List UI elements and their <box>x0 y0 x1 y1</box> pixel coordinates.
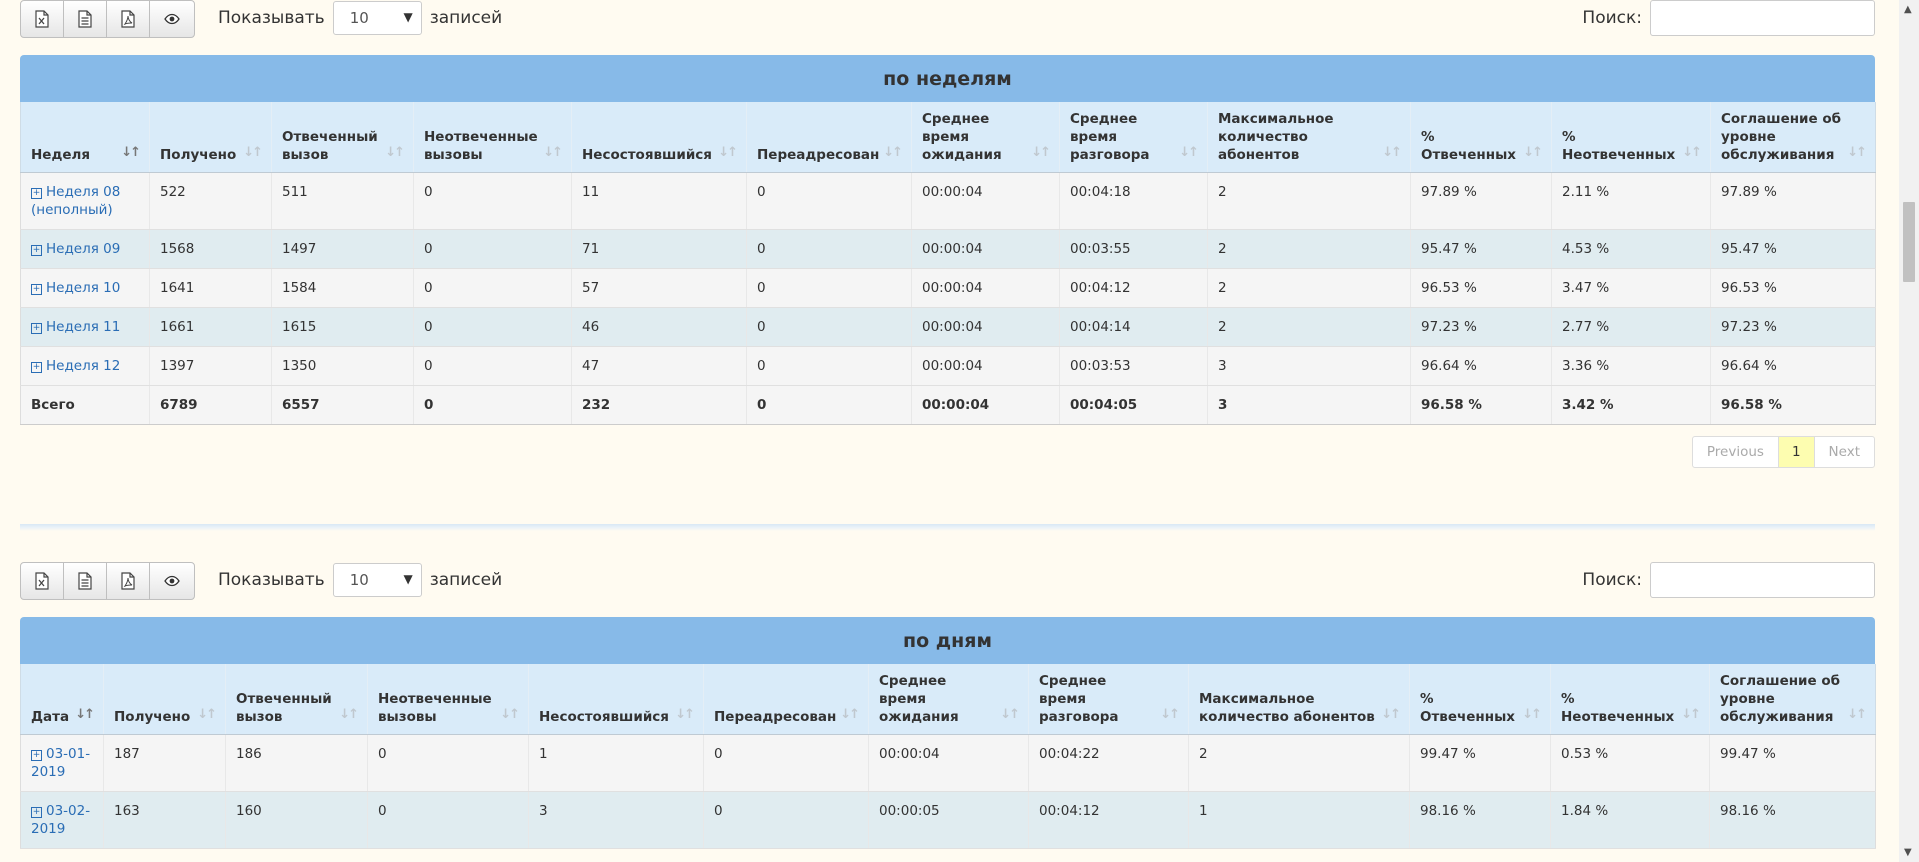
column-header-label: Неотвеченные вызовы <box>378 691 492 725</box>
table-cell: 0 <box>747 308 912 347</box>
column-header-label: Переадресован <box>757 147 880 163</box>
sort-both-icon: ↓↑ <box>1682 145 1700 160</box>
total-cell: 232 <box>572 386 747 425</box>
sort-both-icon: ↓↑ <box>718 145 736 160</box>
table-cell: 98.16 % <box>1410 792 1551 849</box>
column-header-label: % Неотвеченных <box>1562 129 1676 163</box>
column-header[interactable] <box>226 664 368 735</box>
table-cell: 0 <box>414 173 572 230</box>
eye-icon <box>164 13 180 25</box>
length-label-after: записей <box>429 570 503 590</box>
column-header[interactable] <box>414 102 572 173</box>
scroll-up-arrow-icon[interactable]: ▲ <box>1904 4 1912 15</box>
table-cell: 2 <box>1208 230 1411 269</box>
sort-both-icon: ↓↑ <box>1160 707 1178 722</box>
sort-both-icon: ↓↑ <box>1523 145 1541 160</box>
table-cell: 00:00:04 <box>912 269 1060 308</box>
expand-row-link[interactable] <box>31 358 120 374</box>
table-cell: 0 <box>704 735 869 792</box>
table-cell: 0 <box>747 173 912 230</box>
weeks-header-row <box>21 102 1876 173</box>
column-header[interactable] <box>1060 102 1208 173</box>
column-header[interactable] <box>747 102 912 173</box>
row-label: Неделя 12 <box>46 358 121 374</box>
column-header[interactable] <box>272 102 414 173</box>
weeks-table-body <box>21 173 1876 425</box>
table-cell: 46 <box>572 308 747 347</box>
table-cell <box>21 347 150 386</box>
days-print-preview-button[interactable] <box>149 562 195 600</box>
sort-both-icon: ↓↑ <box>1382 145 1400 160</box>
total-cell: 96.58 % <box>1411 386 1552 425</box>
weeks-table-title: по неделям <box>20 55 1875 102</box>
days-search-control <box>1582 562 1875 598</box>
expand-row-link[interactable] <box>31 241 120 257</box>
expand-row-link[interactable] <box>31 184 120 218</box>
table-cell: 1.84 % <box>1551 792 1710 849</box>
expand-row-link[interactable] <box>31 280 120 296</box>
excel-icon <box>35 10 49 28</box>
export-pdf-button[interactable] <box>106 0 150 38</box>
table-cell: 97.89 % <box>1411 173 1552 230</box>
sort-both-icon: ↓↑ <box>1847 707 1865 722</box>
sort-both-icon: ↓↑ <box>840 707 858 722</box>
column-header[interactable] <box>572 102 747 173</box>
table-cell: 0 <box>414 269 572 308</box>
row-label: Неделя 08 (неполный) <box>31 184 121 218</box>
table-cell: 97.23 % <box>1411 308 1552 347</box>
chevron-down-icon: ▼ <box>403 572 413 586</box>
column-header-label: Среднее время разговора <box>1039 673 1119 725</box>
table-cell: 511 <box>272 173 414 230</box>
table-cell: 00:03:55 <box>1060 230 1208 269</box>
column-header[interactable] <box>704 664 869 735</box>
table-cell: 1 <box>529 735 704 792</box>
table-row <box>21 735 1876 792</box>
days-section <box>20 555 1875 849</box>
table-cell: 97.23 % <box>1711 308 1876 347</box>
table-cell: 00:04:12 <box>1029 792 1189 849</box>
table-row <box>21 230 1876 269</box>
sort-both-icon: ↓↑ <box>1000 707 1018 722</box>
page-length-value: 10 <box>349 9 369 27</box>
table-cell: 97.89 % <box>1711 173 1876 230</box>
table-cell: 1497 <box>272 230 414 269</box>
table-cell: 163 <box>104 792 226 849</box>
table-row <box>21 269 1876 308</box>
column-header-label: Несостоявшийся <box>539 709 669 725</box>
previous-page-button[interactable]: Previous <box>1692 436 1779 468</box>
table-cell: 1 <box>1189 792 1410 849</box>
table-cell: 2 <box>1208 269 1411 308</box>
table-cell: 00:04:14 <box>1060 308 1208 347</box>
column-header-label: Среднее время ожидания <box>879 673 959 725</box>
table-cell: 0 <box>747 347 912 386</box>
column-header[interactable] <box>21 664 104 735</box>
page-length-control <box>218 1 502 35</box>
table-cell: 0 <box>368 792 529 849</box>
plus-square-icon: + <box>32 323 41 333</box>
days-export-button-group <box>20 562 194 600</box>
table-total-row <box>21 386 1876 425</box>
table-cell: 3 <box>1208 347 1411 386</box>
scroll-thumb[interactable] <box>1903 202 1915 282</box>
length-label-before: Показывать <box>218 570 325 590</box>
page-length-select[interactable] <box>333 1 422 35</box>
export-csv-button[interactable] <box>63 0 107 38</box>
table-cell: 00:00:04 <box>912 308 1060 347</box>
sort-both-icon: ↓↑ <box>1031 145 1049 160</box>
sort-ascending-icon: ↓↑ <box>121 145 139 160</box>
column-header[interactable] <box>368 664 529 735</box>
csv-icon <box>78 10 92 28</box>
table-cell: 96.64 % <box>1711 347 1876 386</box>
table-cell: 0 <box>414 308 572 347</box>
row-label: Неделя 09 <box>46 241 121 257</box>
pdf-icon <box>121 572 135 590</box>
excel-icon <box>35 572 49 590</box>
sort-both-icon: ↓↑ <box>883 145 901 160</box>
column-header-label: Максимальное количество абонентов <box>1199 691 1375 725</box>
expand-row-link[interactable] <box>31 319 120 335</box>
column-header[interactable] <box>869 664 1029 735</box>
table-cell: 1615 <box>272 308 414 347</box>
table-cell: 0 <box>368 735 529 792</box>
days-table-body <box>21 735 1876 849</box>
table-cell: 00:00:04 <box>869 735 1029 792</box>
column-header-label: Отвеченный вызов <box>236 691 332 725</box>
expand-row-link[interactable] <box>31 746 90 780</box>
column-header-label: % Отвеченных <box>1420 691 1515 725</box>
plus-square-icon: + <box>32 188 41 198</box>
table-cell: 96.64 % <box>1411 347 1552 386</box>
sort-both-icon: ↓↑ <box>197 707 215 722</box>
table-row <box>21 792 1876 849</box>
table-cell: 0 <box>747 269 912 308</box>
table-cell: 71 <box>572 230 747 269</box>
column-header-label: Соглашение об уровне обслуживания <box>1720 673 1841 725</box>
table-cell <box>21 792 104 849</box>
table-cell: 0 <box>704 792 869 849</box>
row-label: Неделя 10 <box>46 280 121 296</box>
total-cell: 3 <box>1208 386 1411 425</box>
days-search-input[interactable] <box>1650 562 1875 598</box>
column-header-label: % Неотвеченных <box>1561 691 1675 725</box>
total-cell: 00:00:04 <box>912 386 1060 425</box>
column-header-label: Максимальное количество абонентов <box>1218 111 1334 163</box>
total-cell: 0 <box>414 386 572 425</box>
table-cell: 160 <box>226 792 368 849</box>
column-header[interactable] <box>1208 102 1411 173</box>
table-cell: 186 <box>226 735 368 792</box>
table-cell: 57 <box>572 269 747 308</box>
pager <box>1693 436 1875 468</box>
eye-icon <box>164 575 180 587</box>
plus-square-icon: + <box>32 245 41 255</box>
total-cell: 0 <box>747 386 912 425</box>
export-excel-button[interactable] <box>20 0 64 38</box>
sort-both-icon: ↓↑ <box>385 145 403 160</box>
column-header[interactable] <box>1029 664 1189 735</box>
weeks-table <box>20 102 1876 425</box>
column-header[interactable] <box>1551 664 1710 735</box>
total-cell: 6789 <box>150 386 272 425</box>
length-label-after: записей <box>429 8 503 28</box>
page-length-value: 10 <box>349 571 369 589</box>
table-cell: 95.47 % <box>1411 230 1552 269</box>
table-cell: 00:04:22 <box>1029 735 1189 792</box>
plus-square-icon: + <box>32 362 41 372</box>
sort-both-icon: ↓↑ <box>500 707 518 722</box>
table-cell: 00:04:12 <box>1060 269 1208 308</box>
section-divider <box>20 524 1875 531</box>
sort-both-icon: ↓↑ <box>1847 145 1865 160</box>
table-cell: 95.47 % <box>1711 230 1876 269</box>
table-cell: 1397 <box>150 347 272 386</box>
days-table-title: по дням <box>20 617 1875 664</box>
column-header[interactable] <box>1189 664 1410 735</box>
column-header[interactable] <box>529 664 704 735</box>
column-header[interactable] <box>1711 102 1876 173</box>
pdf-icon <box>121 10 135 28</box>
sort-both-icon: ↓↑ <box>243 145 261 160</box>
table-cell: 3.47 % <box>1552 269 1711 308</box>
csv-icon <box>78 572 92 590</box>
table-cell: 00:00:04 <box>912 347 1060 386</box>
table-cell: 522 <box>150 173 272 230</box>
report-content <box>20 0 1875 479</box>
column-header[interactable] <box>21 102 150 173</box>
table-cell <box>21 269 150 308</box>
column-header-label: Среднее время разговора <box>1070 111 1150 163</box>
table-cell: 1584 <box>272 269 414 308</box>
table-cell: 1350 <box>272 347 414 386</box>
column-header-label: Получено <box>160 147 237 163</box>
plus-square-icon: + <box>32 807 41 817</box>
table-cell: 98.16 % <box>1710 792 1876 849</box>
table-cell: 1661 <box>150 308 272 347</box>
column-header[interactable] <box>1710 664 1876 735</box>
table-cell: 1568 <box>150 230 272 269</box>
sort-both-icon: ↓↑ <box>1381 707 1399 722</box>
plus-square-icon: + <box>32 750 41 760</box>
days-export-csv-button[interactable] <box>63 562 107 600</box>
table-cell: 187 <box>104 735 226 792</box>
table-row <box>21 308 1876 347</box>
column-header-label: Неделя <box>31 147 91 163</box>
column-header[interactable] <box>150 102 272 173</box>
table-cell: 96.53 % <box>1711 269 1876 308</box>
table-cell: 0.53 % <box>1551 735 1710 792</box>
table-cell: 0 <box>414 347 572 386</box>
days-toolbar <box>20 555 1875 617</box>
table-cell: 11 <box>572 173 747 230</box>
days-export-excel-button[interactable] <box>20 562 64 600</box>
table-cell: 2.77 % <box>1552 308 1711 347</box>
table-cell: 2 <box>1208 308 1411 347</box>
days-page-length-select[interactable] <box>333 563 422 597</box>
sort-both-icon: ↓↑ <box>1522 707 1540 722</box>
column-header-label: Отвеченный вызов <box>282 129 378 163</box>
table-cell <box>21 735 104 792</box>
plus-square-icon: + <box>32 284 41 294</box>
column-header-label: Несостоявшийся <box>582 147 712 163</box>
next-page-button[interactable]: Next <box>1814 436 1875 468</box>
page-1-button[interactable]: 1 <box>1778 436 1815 468</box>
table-cell: 1641 <box>150 269 272 308</box>
table-row <box>21 347 1876 386</box>
weeks-pagination <box>20 425 1875 479</box>
export-button-group <box>20 0 194 38</box>
total-cell: 00:04:05 <box>1060 386 1208 425</box>
days-page-length-control <box>218 563 502 597</box>
column-header-label: Среднее время ожидания <box>922 111 1002 163</box>
length-label-before: Показывать <box>218 8 325 28</box>
column-header[interactable] <box>104 664 226 735</box>
column-header[interactable] <box>912 102 1060 173</box>
column-header[interactable] <box>1411 102 1552 173</box>
sort-both-icon: ↓↑ <box>543 145 561 160</box>
column-header-label: Соглашение об уровне обслуживания <box>1721 111 1842 163</box>
table-cell: 2 <box>1189 735 1410 792</box>
table-cell: 99.47 % <box>1710 735 1876 792</box>
sort-both-icon: ↓↑ <box>675 707 693 722</box>
search-control <box>1582 0 1875 36</box>
search-label: Поиск: <box>1582 570 1642 590</box>
table-cell: 4.53 % <box>1552 230 1711 269</box>
column-header-label: Дата <box>31 709 70 725</box>
sort-ascending-icon: ↓↑ <box>75 707 93 722</box>
total-cell: 96.58 % <box>1711 386 1876 425</box>
table-cell: 00:04:18 <box>1060 173 1208 230</box>
table-cell <box>21 230 150 269</box>
table-cell: 00:00:04 <box>912 173 1060 230</box>
total-cell: 3.42 % <box>1552 386 1711 425</box>
row-label: Неделя 11 <box>46 319 121 335</box>
table-cell: 00:00:04 <box>912 230 1060 269</box>
table-cell <box>21 308 150 347</box>
print-preview-button[interactable] <box>149 0 195 38</box>
table-cell: 0 <box>747 230 912 269</box>
column-header[interactable] <box>1552 102 1711 173</box>
table-cell: 0 <box>414 230 572 269</box>
scroll-down-arrow-icon[interactable]: ▼ <box>1904 847 1912 858</box>
weeks-toolbar <box>20 0 1875 55</box>
search-label: Поиск: <box>1582 8 1642 28</box>
table-cell: 00:00:05 <box>869 792 1029 849</box>
column-header-label: % Отвеченных <box>1421 129 1516 163</box>
table-cell: 47 <box>572 347 747 386</box>
total-cell: 6557 <box>272 386 414 425</box>
row-label: 03-01-2019 <box>31 746 91 780</box>
row-label: 03-02-2019 <box>31 803 91 837</box>
days-header-row <box>21 664 1876 735</box>
column-header[interactable] <box>1410 664 1551 735</box>
search-input[interactable] <box>1650 0 1875 36</box>
sort-both-icon: ↓↑ <box>1179 145 1197 160</box>
column-header-label: Неотвеченные вызовы <box>424 129 538 163</box>
table-cell: 99.47 % <box>1410 735 1551 792</box>
chevron-down-icon: ▼ <box>403 10 413 24</box>
total-cell: Всего <box>21 386 150 425</box>
expand-row-link[interactable] <box>31 803 90 837</box>
table-cell <box>21 173 150 230</box>
days-export-pdf-button[interactable] <box>106 562 150 600</box>
table-cell: 2.11 % <box>1552 173 1711 230</box>
sort-both-icon: ↓↑ <box>339 707 357 722</box>
days-table <box>20 664 1876 849</box>
table-cell: 96.53 % <box>1411 269 1552 308</box>
page-scrollbar[interactable] <box>1899 0 1919 862</box>
column-header-label: Переадресован <box>714 709 837 725</box>
column-header-label: Получено <box>114 709 191 725</box>
table-cell: 2 <box>1208 173 1411 230</box>
table-cell: 3 <box>529 792 704 849</box>
table-row <box>21 173 1876 230</box>
sort-both-icon: ↓↑ <box>1681 707 1699 722</box>
table-cell: 00:03:53 <box>1060 347 1208 386</box>
table-cell: 3.36 % <box>1552 347 1711 386</box>
